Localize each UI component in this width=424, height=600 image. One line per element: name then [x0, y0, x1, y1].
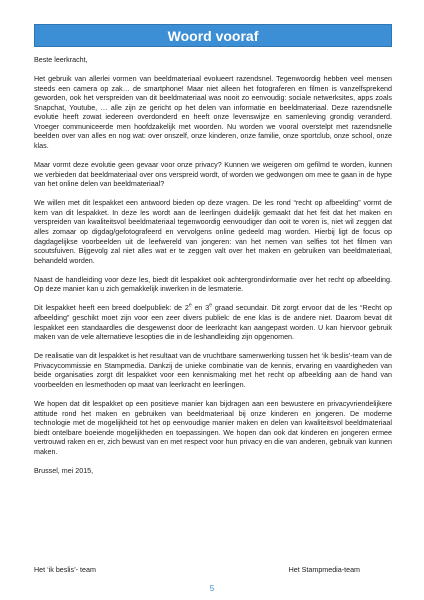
paragraph-5: Dit lespakket heeft een breed doelpubliek: de 2e en 3e graad secundair. Dit zorgt ervoor dat de les “Recht op afbeelding” geschikt moet zijn voor een zeer divers publiek: de ene klas is de andere niet. Daarom bevat dit lespakket een standaardles die desgewenst door de leerkracht kan aangepast worden. U kan hiervoor gebruik maken van de vele alternatieve lesopties die in de leshandleiding zijn opgenomen. [34, 303, 392, 342]
place-date: Brussel, mei 2015, [34, 466, 94, 475]
paragraph-4: Naast de handleiding voor deze les, biedt dit lespakket ook achtergrondinformatie over het recht op afbeelding. Op deze manier kan u zich gemakkelijk inwerken in de lesmaterie. [34, 275, 392, 294]
signatures [34, 566, 392, 574]
body-text [34, 56, 392, 486]
paragraph-1: Het gebruik van allerlei vormen van beeldmateriaal evolueert razendsnel. Tegenwoordig hebben veel mensen steeds een camera op zak… de smartphone! Maar niet alleen het fotograferen en filmen is vanzelfsprekend geworden, ook het verspreiden van dit beeldmateriaal was nooit zo eenvoudig: sociale netwerksites, apps zoals Snapchat, Youtube, … alle zijn ze gericht op het delen van informatie en beeldmateriaal. Deze razendsnelle evolutie heeft zowat iedereen overdonderd en heeft onze levenswijze en samenleving grondig veranderd. Vroeger communiceerde men hoofdzakelijk met woorden. Nu worden we vooral overstelpt met razendsnelle beelden over van alles en nog wat: over onszelf, onze kinderen, onze familie, onze sportclub, onze school, onze klas. [34, 75, 392, 150]
paragraph-3: We willen met dit lespakket een antwoord bieden op deze vragen. De les rond “recht op afbeelding” vormt de kern van dit lespakket. In deze les wordt aan de leerlingen duidelijk gemaakt dat het feit dat het maken en verspreiden van kwaliteitsvol beeldmateriaal tegenwoordig eenvoudiger dan ooit te voren is, niet wil zeggen dat alles zomaar op digdag/gefotografeerd en vervolgens online gedeeld mag worden. Hierbij ligt de focus op dagdagelijkse voorbeelden uit de leefwereld van jongeren: van het nemen van selfies tot het filmen van scoutsfuiven. Bijgevolg zal niet alles wat er te zeggen valt over het maken en gebruiken van beeldmateriaal, behandeld worden. [34, 199, 392, 265]
greeting: Beste leerkracht, [34, 56, 88, 64]
paragraph-7: We hopen dat dit lespakket op een positieve manier kan bijdragen aan een bewustere en privacyvriendelijkere attitude rond het maken en gebruiken van beeldmateriaal bij onze kinderen en jongeren. De moderne technologie met de mogelijkheid tot het op eenvoudige manier maken en delen van kwaliteitsvol beeldmateriaal biedt ontelbare boeiende mogelijkheden en toepassingen. We hopen dan ook dat kinderen en jongeren ermee vertrouwd raken en er, zich bewust van en met respect voor hun privacy en die van anderen, gebruik van kunnen maken. [34, 400, 392, 456]
signature-right: Het Stampmedia-team [288, 566, 360, 574]
paragraph-6: De realisatie van dit lespakket is het resultaat van de vruchtbare samenwerking tussen het ‘ik beslis’-team van de Privacycommissie en Stampmedia. Dankzij de unieke combinatie van de kennis, ervaring en vaardigheden van beide organisaties zorgt dit lespakket voor een kennismaking met het recht op afbeelding aan de hand van voorbeelden en lesmethoden op maat van leerkracht en leerlingen. [34, 352, 392, 389]
signature-left: Het ‘ik beslis’- team [34, 566, 96, 574]
page-number: 5 [209, 584, 215, 593]
page-title: Woord vooraf [167, 27, 259, 44]
paragraph-2: Maar vormt deze evolutie geen gevaar voor onze privacy? Kunnen we weigeren om gefilmd te worden, kunnen we verbieden dat beeldmateriaal over ons verspreid wordt, of worden we gedwongen om mee te gaan in de hype van het online delen van beeldmateriaal? [34, 161, 392, 189]
title-bar [34, 24, 392, 47]
